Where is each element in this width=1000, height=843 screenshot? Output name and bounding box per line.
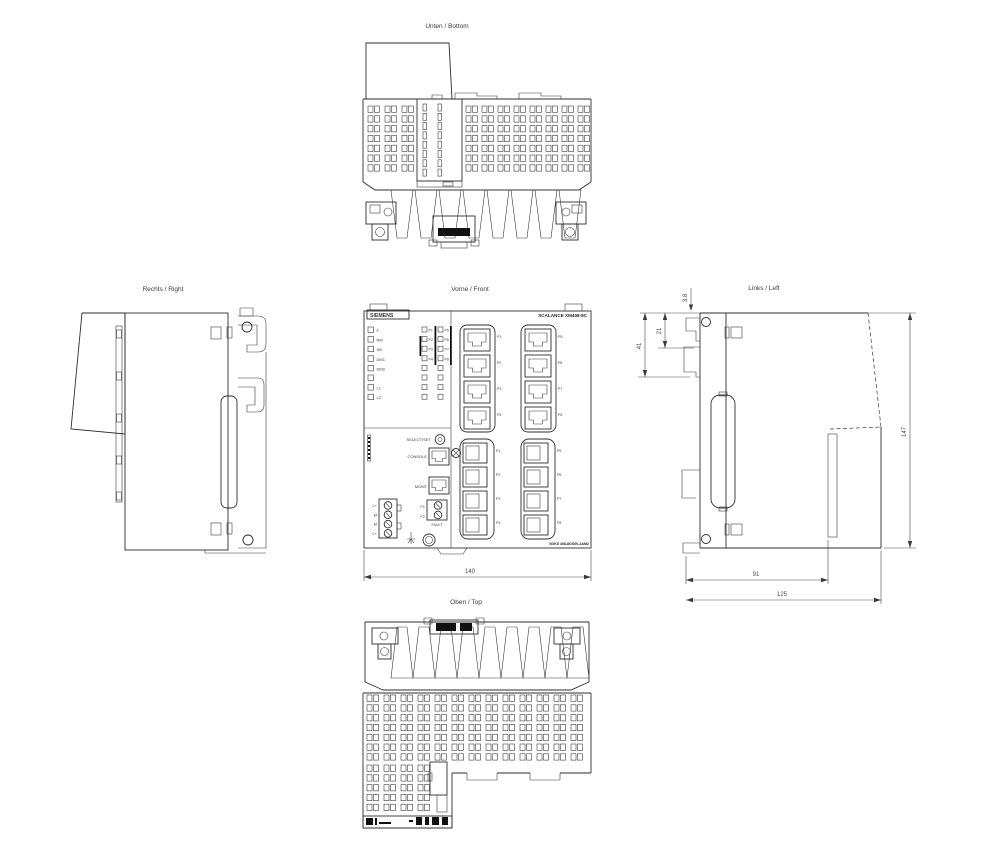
fault-terminal-block	[420, 500, 447, 527]
bottom-view-cover-wedge	[366, 43, 452, 99]
bottom-center-slot-box	[417, 99, 462, 187]
port-led-label: P2	[428, 338, 433, 343]
housing-step-left	[455, 93, 497, 99]
power-terminal-label: M	[373, 521, 377, 527]
sfp-port-label: P4	[496, 521, 501, 525]
side-door	[221, 396, 237, 508]
dim-depth-total: 125	[776, 592, 788, 598]
rj45-port-label: P6	[558, 361, 563, 365]
sfp-port-label: P6	[557, 473, 562, 477]
bottom-vent-grid	[368, 106, 590, 171]
dim-front-width: 140	[464, 569, 476, 575]
status-led-column	[368, 327, 386, 400]
chamfer-band	[363, 182, 591, 190]
dimension-depth-total	[686, 551, 881, 604]
corner-terminal-right	[556, 202, 586, 240]
sfp-port-label: P2	[496, 473, 501, 477]
mgmt-port	[415, 477, 449, 494]
port-led-label: P7	[444, 347, 449, 352]
status-led-label: DM2	[376, 366, 385, 372]
view-label-right: Rechts / Right	[142, 286, 184, 293]
sfp-port-label: P5	[557, 449, 562, 453]
sfp-port-block-left	[460, 439, 500, 539]
view-label-left: Links / Left	[748, 285, 780, 292]
port-led-label: P6	[444, 338, 449, 343]
port-led-grid	[420, 326, 452, 399]
dim-rail-lower: 41	[637, 342, 643, 350]
view-label-bottom: Unten / Bottom	[425, 23, 469, 30]
sfp-port-label: P8	[557, 521, 562, 525]
cover-wedge-edge	[868, 313, 881, 427]
screw-top	[452, 449, 461, 458]
right-view-cover-wedge	[71, 313, 125, 434]
housing-steps	[467, 773, 560, 780]
port-led-label: P3	[428, 347, 433, 352]
brand-text: SIEMENS	[370, 313, 394, 319]
right-view	[71, 308, 266, 553]
view-label-top: Oben / Top	[450, 599, 482, 606]
power-terminal-label: L+	[372, 530, 377, 536]
housing-step-right	[519, 93, 561, 99]
bottom-view	[363, 43, 591, 248]
chamfer-band	[365, 682, 589, 690]
dimension-top-offset	[683, 288, 693, 311]
console-label: CONSOLE	[407, 454, 427, 459]
corner-terminal-left	[366, 202, 396, 240]
dimension-front-width	[364, 550, 591, 581]
port-led-label: P1	[428, 328, 433, 333]
ground-symbol	[407, 532, 415, 544]
front-bottom-tab	[437, 548, 467, 554]
dim-depth-body: 91	[752, 572, 760, 578]
dim-height: 147	[902, 426, 908, 438]
sfp-port-label: P1	[496, 449, 501, 453]
status-led-label: DM1	[376, 356, 385, 362]
power-terminal-label: M	[373, 512, 377, 518]
rj45-port-label: P1	[497, 335, 502, 339]
top-cooling-fins	[391, 627, 589, 678]
front-protrusions	[682, 318, 700, 553]
rj45-port-block-left	[460, 325, 501, 432]
bottom-cooling-fins	[391, 190, 581, 238]
sfp-port-label: P7	[557, 497, 562, 501]
select-set-button	[407, 435, 445, 445]
label-strip	[368, 435, 371, 461]
power-terminal-label: L+	[372, 503, 377, 508]
status-led-label: F	[376, 328, 379, 333]
dimension-height	[884, 313, 916, 548]
right-view-body	[125, 313, 228, 550]
side-door	[711, 395, 735, 508]
front-view	[364, 304, 591, 581]
rear-slot	[828, 434, 837, 537]
fault-terminal-label: F1	[420, 504, 425, 509]
rj45-port-label: P4	[497, 413, 502, 417]
rear-connector	[428, 762, 447, 812]
port-led-label: P4	[428, 357, 433, 362]
certification-marks	[363, 816, 452, 828]
fault-label: FAULT	[431, 523, 443, 527]
mgmt-label: MGMT	[414, 484, 427, 489]
din-rail-profile-right	[125, 308, 266, 553]
view-label-front: Vorne / Front	[451, 286, 489, 293]
left-view	[637, 288, 916, 604]
power-terminal-block	[372, 499, 401, 538]
rj45-port-label: P3	[497, 387, 502, 391]
sfp-port-block-right	[521, 439, 561, 539]
console-port	[407, 448, 449, 465]
rj45-port-label: P8	[558, 413, 563, 417]
port-led-label: P8	[444, 357, 449, 362]
screw-bottom	[423, 534, 435, 546]
select-set-label: SELECT/SET	[406, 437, 431, 442]
dim-top-offset: 3.8	[683, 293, 689, 303]
port-led-label: P5	[444, 328, 449, 333]
top-view	[363, 618, 591, 828]
hinge-strip	[116, 326, 122, 502]
rj45-port-label: P5	[558, 335, 563, 339]
corner-terminal-right	[554, 628, 580, 659]
sfp-port-label: P3	[496, 497, 501, 501]
rj45-port-label: P7	[558, 387, 563, 391]
rj45-port-block-right	[521, 325, 562, 432]
product-label: SCALANCE XM408-8C	[538, 313, 587, 318]
fault-terminal-label: F2	[420, 514, 425, 519]
dim-rail-upper: 21	[657, 327, 663, 335]
din-rail-clamp	[424, 618, 484, 634]
status-led-label: L1	[376, 385, 381, 391]
status-led-label: SB	[376, 347, 382, 353]
dimension-rail-lower	[637, 313, 690, 377]
article-number: 6GK5 408-8GS00-2AM2	[549, 542, 589, 546]
front-view-body	[364, 311, 591, 548]
corner-terminal-left	[372, 628, 398, 659]
rj45-port-label: P2	[497, 361, 502, 365]
top-vent-grid	[367, 695, 583, 811]
dimension-depth-body	[686, 540, 828, 584]
status-led-label: RM	[376, 337, 383, 343]
din-rail-clamp	[429, 216, 479, 248]
status-led-label: L2	[376, 395, 381, 401]
